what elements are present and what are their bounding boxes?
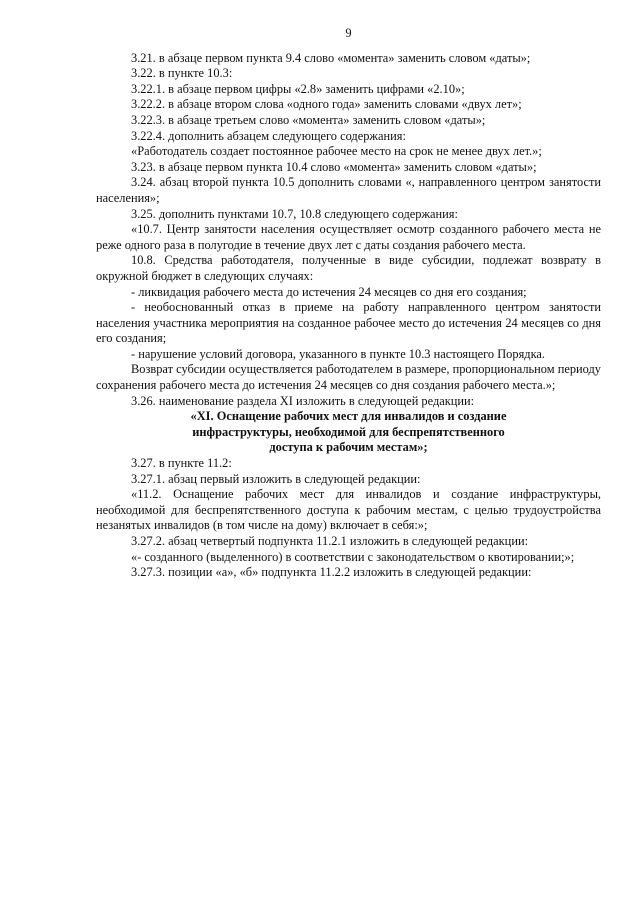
paragraph-3-22-4: 3.22.4. дополнить абзацем следующего содержания:: [131, 128, 406, 143]
paragraph-3-22-3: 3.22.3. в абзаце третьем слово «момента» заменить словом «даты»;: [131, 112, 486, 127]
document-page: [96, 26, 601, 581]
paragraph-11-2: «11.2. Оснащение рабочих мест для инвалидов и создание инфраструктуры, необходимой для беспрепятственного доступа к рабочим местам, с целью трудоустройства незанятых инвалидов (в том числе на дому) включает в себя:»;: [96, 487, 601, 533]
paragraph-refund: Возврат субсидии осуществляется работодателем в размере, пропорциональном периоду сохранения рабочего места до истечения 24 месяцев со дня создания рабочего места.»;: [96, 362, 601, 393]
section-heading-line-2: инфраструктуры, необходимой для беспрепятственного: [192, 424, 505, 439]
paragraph-3-27-2: 3.27.2. абзац четвертый подпункта 11.2.1 изложить в следующей редакции:: [131, 534, 529, 548]
paragraph-3-25: 3.25. дополнить пунктами 10.7, 10.8 следующего содержания:: [131, 206, 458, 221]
paragraph-3-27-3: 3.27.3. позиции «а», «б» подпункта 11.2.2 изложить в следующей редакции:: [131, 565, 532, 580]
paragraph-3-26: 3.26. наименование раздела XI изложить в следующей редакции:: [131, 393, 475, 408]
page-number: 9: [345, 26, 352, 40]
list-item-violation: - нарушение условий договора, указанного в пункте 10.3 настоящего Порядка.: [131, 346, 546, 361]
paragraph-3-22-1: 3.22.1. в абзаце первом цифры «2.8» заменить цифрами «2.10»;: [131, 81, 465, 96]
paragraph-10-8: 10.8. Средства работодателя, полученные в виде субсидии, подлежат возврату в окружной бюджет в следующих случаях:: [96, 253, 601, 283]
section-heading-line-1: «XI. Оснащение рабочих мест для инвалидов и создание: [190, 409, 507, 424]
list-item-refusal: - необоснованный отказ в приеме на работу направленного центром занятости населения участника мероприятия на созданное рабочее место до истечения 24 месяцев со дня его создания;: [96, 300, 601, 346]
list-item-liquidation: - ликвидация рабочего места до истечения 24 месяцев со дня его создания;: [131, 284, 527, 299]
paragraph-quota-quote: «- созданного (выделенного) в соответствии с законодательством о квотировании;»;: [131, 549, 575, 564]
paragraph-3-23: 3.23. в абзаце первом пункта 10.4 слово «момента» заменить словом «даты»;: [131, 159, 537, 174]
paragraph-3-27: 3.27. в пункте 11.2:: [131, 456, 232, 471]
paragraph-10-7: «10.7. Центр занятости населения осуществляет осмотр созданного рабочего места не реже одного раза в полугодие в течение двух лет с даты создания рабочего места.: [96, 222, 601, 252]
paragraph-3-22: 3.22. в пункте 10.3:: [131, 66, 233, 81]
paragraph-3-27-1: 3.27.1. абзац первый изложить в следующей редакции:: [131, 471, 421, 486]
paragraph-3-22-2: 3.22.2. в абзаце втором слова «одного года» заменить словами «двух лет»;: [131, 97, 522, 112]
section-heading-line-3: доступа к рабочим местам»;: [269, 440, 428, 455]
section-heading: [96, 409, 601, 456]
paragraph-3-21: 3.21. в абзаце первом пункта 9.4 слово «момента» заменить словом «даты»;: [131, 50, 531, 65]
paragraph-3-24: 3.24. абзац второй пункта 10.5 дополнить словами «, направленного центром занятости населения»;: [96, 175, 601, 205]
paragraph-employer-quote: «Работодатель создает постоянное рабочее место на срок не менее двух лет.»;: [131, 144, 542, 159]
